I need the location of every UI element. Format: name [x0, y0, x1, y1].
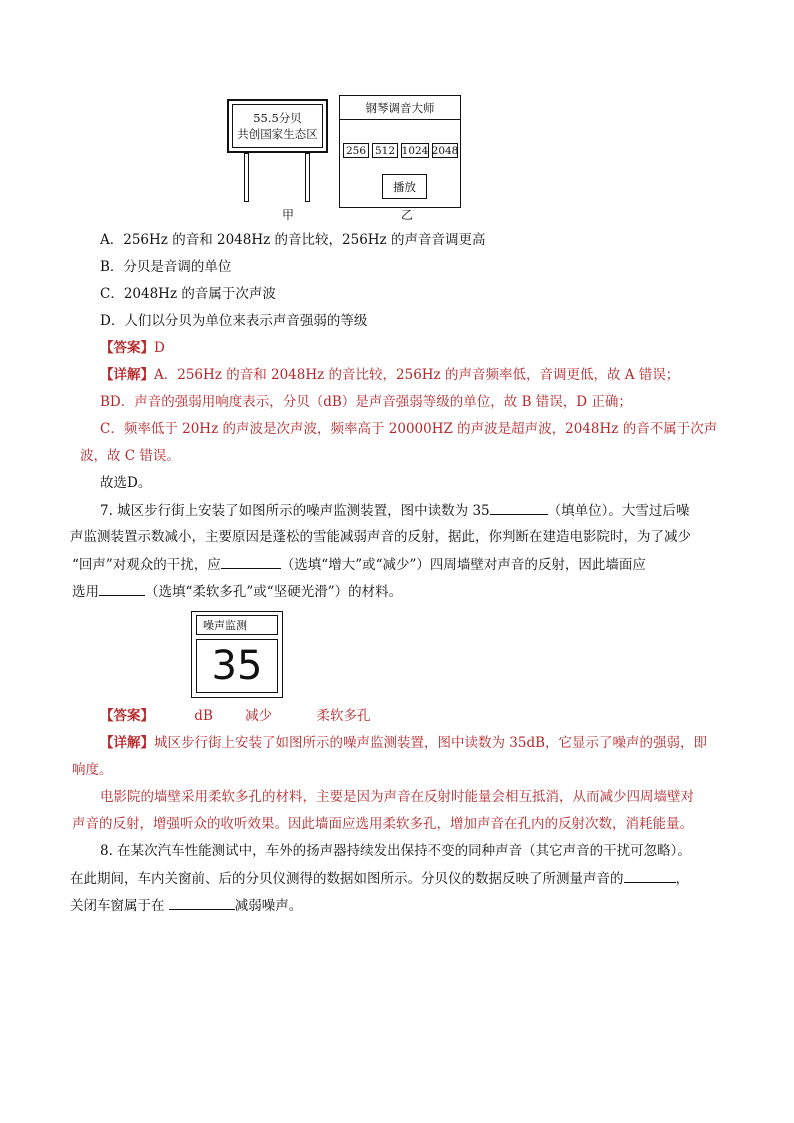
- q7-text: （选填“增大”或“减少”）四周墙壁对声音的反射，因此墙面应: [280, 557, 646, 573]
- monitor-display: 35: [196, 639, 278, 693]
- q7-detail-2: 响度。: [72, 762, 113, 778]
- frequency-key-512[interactable]: 512: [372, 143, 398, 158]
- q8-blank-2[interactable]: [169, 895, 235, 910]
- q8-text: ，: [675, 871, 689, 887]
- figure-label-yi: 乙: [401, 208, 414, 222]
- frequency-key-1024[interactable]: 1024: [401, 144, 429, 157]
- detail-label: 【详解】: [100, 735, 154, 751]
- detail-label: 【详解】: [100, 367, 154, 383]
- option-c: C．2048Hz 的音属于次声波: [100, 286, 276, 302]
- q8-line-2: [70, 868, 689, 889]
- q7-text: （选填“柔软多孔”或“坚硬光滑”）的材料。: [145, 584, 403, 600]
- q7-detail-1: [100, 733, 707, 753]
- figure-label-jia: 甲: [282, 208, 295, 222]
- q7-text: 7. 城区步行街上安装了如图所示的噪声监测装置，图中读数为 35: [100, 503, 490, 519]
- detail-text: A．256Hz 的音和 2048Hz 的音比较，256Hz 的声音频率低，音调更低，故 A 错误；: [154, 367, 680, 383]
- q7-answer: [100, 706, 370, 726]
- answer-1: dB: [194, 708, 213, 724]
- q8-line-1: 8. 在某次汽车性能测试中，车外的扬声器持续发出保持不变的同种声音（其它声音的干扰可忽略）。: [100, 843, 691, 859]
- sign-post-right: [305, 153, 310, 202]
- noise-monitor: [191, 611, 283, 698]
- q6-detail-1: [100, 365, 679, 385]
- q7-detail-3: 电影院的墙壁采用柔软多孔的材料，主要是因为声音在反射时能量会相互抵消，从而减少四周墙壁对: [100, 789, 694, 805]
- monitor-title: 噪声监测: [196, 615, 278, 635]
- piano-tuner-app: [339, 95, 461, 208]
- option-d: D．人们以分贝为单位来表示声音强弱的等级: [100, 313, 368, 329]
- q8-blank-1[interactable]: [624, 868, 676, 883]
- answer-value: D: [154, 340, 165, 356]
- answer-2: 减少: [245, 708, 273, 724]
- q7-line-2: 声监测装置示数减小，主要原因是蓬松的雪能减弱声音的反射，据此，你判断在建造电影院时，为了减少: [70, 529, 691, 545]
- q7-blank-3[interactable]: [99, 581, 145, 596]
- q7-line-3: [72, 554, 646, 575]
- q6-detail-3: C．频率低于 20Hz 的声波是次声波，频率高于 20000HZ 的声波是超声波，2048Hz 的音不属于次声: [100, 421, 718, 437]
- answer-label: 【答案】: [100, 340, 154, 356]
- q8-text: 关闭车窗属于在: [70, 898, 169, 914]
- sign-line-2: 共创国家生态区: [237, 127, 318, 141]
- app-title: 钢琴调音大师: [340, 96, 460, 120]
- option-a: A．256Hz 的音和 2048Hz 的音比较，256Hz 的声音音调更高: [100, 232, 486, 248]
- q6-conclusion: 故选D。: [100, 475, 152, 491]
- q8-text: 在此期间，车内关窗前、后的分贝仪测得的数据如图所示。分贝仪的数据反映了所测量声音的: [70, 871, 624, 887]
- q6-detail-2: BD．声音的强弱用响度表示，分贝（dB）是声音强弱等级的单位，故 B 错误，D 正确；: [100, 394, 632, 410]
- q8-line-3: [70, 895, 302, 916]
- answer-label: 【答案】: [100, 708, 154, 724]
- sign-post-left: [244, 153, 249, 202]
- q6-answer: [100, 338, 165, 358]
- sign-board: [227, 99, 328, 153]
- q8-text: 减弱噪声。: [234, 898, 303, 914]
- sign-line-1: 55.5分贝: [253, 111, 302, 125]
- detail-text: 城区步行街上安装了如图所示的噪声监测装置，图中读数为 35dB，它显示了噪声的强弱，即: [154, 735, 708, 751]
- q7-blank-1[interactable]: [490, 500, 548, 515]
- q7-blank-2[interactable]: [221, 554, 281, 569]
- q6-detail-4: 波，故 C 错误。: [80, 448, 180, 464]
- sign-inner: [232, 104, 323, 148]
- q7-text: “回声”对观众的干扰，应: [72, 557, 221, 573]
- option-b: B．分贝是音调的单位: [100, 259, 232, 275]
- answer-3: 柔软多孔: [316, 708, 371, 724]
- q7-text: （填单位）。大雪过后噪: [547, 503, 690, 519]
- q7-detail-4: 声音的反射，增强听众的收听效果。因此墙面应选用柔软多孔，增加声音在孔内的反射次数，消耗能量。: [72, 816, 693, 832]
- frequency-key-256[interactable]: 256: [343, 143, 369, 158]
- q7-line-1: [100, 500, 689, 521]
- q7-line-4: [72, 581, 402, 602]
- play-button[interactable]: 播放: [382, 174, 427, 199]
- q7-text: 选用: [72, 584, 99, 600]
- frequency-key-2048[interactable]: 2048: [431, 144, 459, 157]
